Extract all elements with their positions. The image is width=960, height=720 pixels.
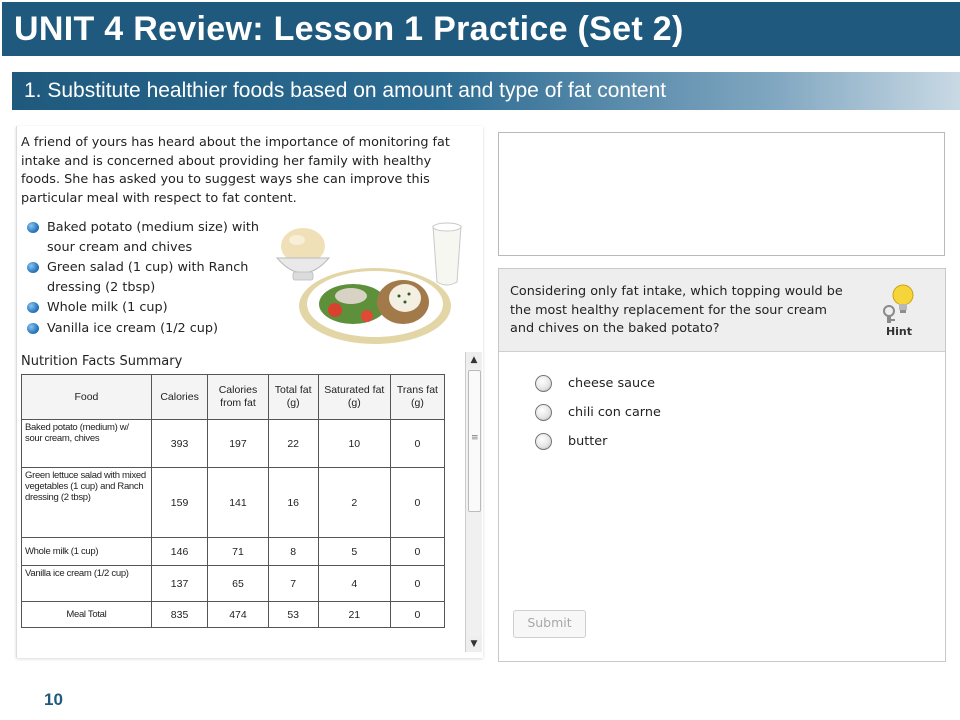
saturated-fat-cell: 21: [318, 602, 390, 628]
column-header: Total fat (g): [268, 375, 318, 420]
table-row: [22, 468, 445, 538]
table-row: [22, 538, 445, 566]
trans-fat-cell: 0: [390, 420, 444, 468]
scenario-text: A friend of yours has heard about the importance of monitoring fat intake and is concerned about providing her family with healthy foods. She has asked you to suggest ways she can improve this particular meal with respect to fat content.: [21, 135, 450, 206]
column-header: Calories: [151, 375, 207, 420]
option-label: butter: [568, 434, 608, 449]
option-label: cheese sauce: [568, 376, 656, 391]
saturated-fat-cell: 10: [318, 420, 390, 468]
slide-subtitle: 1. Substitute healthier foods based on amount and type of fat content: [24, 79, 667, 102]
calories-cell: 146: [151, 538, 207, 566]
page-number: 10: [44, 690, 63, 709]
up-arrow-icon[interactable]: ▲: [466, 352, 482, 368]
food-cell: Vanilla ice cream (1/2 cup): [22, 566, 152, 602]
food-list-item: [27, 298, 267, 318]
food-list: [27, 218, 267, 339]
blue-dot-icon: [27, 222, 39, 233]
calories-cell: 159: [151, 468, 207, 538]
saturated-fat-cell: 5: [318, 538, 390, 566]
table-row: [22, 420, 445, 468]
option-label: chili con carne: [568, 405, 661, 420]
food-item-label: Green salad (1 cup) with Ranch dressing (2 tbsp): [47, 260, 249, 295]
trans-fat-cell: 0: [390, 468, 444, 538]
calories-from-fat-cell: 474: [208, 602, 268, 628]
ice-cream-bowl-image: [277, 228, 329, 280]
response-area: [498, 132, 945, 256]
scrollbar-thumb[interactable]: [468, 370, 481, 512]
calories-from-fat-cell: 197: [208, 420, 268, 468]
slide-title-bar: [0, 0, 960, 60]
table-total-row: [22, 602, 445, 628]
food-cell: Whole milk (1 cup): [22, 538, 152, 566]
radio-button[interactable]: [535, 433, 552, 450]
trans-fat-cell: 0: [390, 538, 444, 566]
question-header: [499, 269, 945, 352]
submit-button[interactable]: Submit: [513, 610, 586, 638]
table-row: [22, 566, 445, 602]
hint-label: Hint: [885, 325, 913, 338]
saturated-fat-cell: 2: [318, 468, 390, 538]
subtitle-bar: [12, 72, 960, 110]
trans-fat-cell: 0: [390, 566, 444, 602]
total-fat-cell: 8: [268, 538, 318, 566]
scenario-panel: [16, 126, 483, 658]
food-list-item: [27, 319, 267, 339]
grip-icon: ≡: [471, 433, 479, 443]
column-header: Food: [22, 375, 152, 420]
question-text: Considering only fat intake, which topping would be the most healthy replacement for the sour cream and chives on the baked potato?: [510, 284, 843, 336]
calories-from-fat-cell: 65: [208, 566, 268, 602]
food-cell: Green lettuce salad with mixed vegetables (1 cup) and Ranch dressing (2 tbsp): [22, 468, 152, 538]
blue-dot-icon: [27, 323, 39, 334]
total-fat-cell: 16: [268, 468, 318, 538]
title-background: [2, 2, 960, 56]
table-scrollbar[interactable]: [465, 352, 482, 652]
blue-dot-icon: [27, 262, 39, 273]
food-item-label: Vanilla ice cream (1/2 cup): [47, 320, 219, 336]
meal-total-label: Meal Total: [22, 602, 152, 628]
answer-option-butter[interactable]: [535, 427, 661, 456]
radio-button[interactable]: [535, 404, 552, 421]
calories-cell: 137: [151, 566, 207, 602]
total-fat-cell: 22: [268, 420, 318, 468]
total-fat-cell: 7: [268, 566, 318, 602]
food-list-item: [27, 218, 267, 257]
food-cell: Baked potato (medium) w/ sour cream, chives: [22, 420, 152, 468]
saturated-fat-cell: 4: [318, 566, 390, 602]
down-arrow-icon[interactable]: ▼: [466, 636, 482, 652]
calories-cell: 835: [151, 602, 207, 628]
question-panel: [498, 268, 946, 662]
nutrition-table-container[interactable]: [21, 374, 445, 632]
table-header-row: [22, 375, 445, 420]
calories-from-fat-cell: 71: [208, 538, 268, 566]
nutrition-facts-table: [21, 374, 445, 628]
total-fat-cell: 53: [268, 602, 318, 628]
hint-button[interactable]: [877, 279, 921, 343]
answer-option-chili-con-carne[interactable]: [535, 398, 661, 427]
calories-cell: 393: [151, 420, 207, 468]
food-list-item: [27, 258, 267, 297]
column-header: Saturated fat (g): [318, 375, 390, 420]
milk-glass-image: [433, 223, 461, 285]
column-header: Trans fat (g): [390, 375, 444, 420]
answer-options: [535, 369, 661, 456]
food-item-label: Baked potato (medium size) with sour cream and chives: [47, 220, 260, 255]
meal-illustration: [265, 218, 465, 348]
column-header: Calories from fat: [208, 375, 268, 420]
calories-from-fat-cell: 141: [208, 468, 268, 538]
blue-dot-icon: [27, 302, 39, 313]
trans-fat-cell: 0: [390, 602, 444, 628]
food-item-label: Whole milk (1 cup): [47, 300, 168, 315]
answer-option-cheese-sauce[interactable]: [535, 369, 661, 398]
dinner-plate-image: [299, 268, 451, 344]
radio-button[interactable]: [535, 375, 552, 392]
slide-title: UNIT 4 Review: Lesson 1 Practice (Set 2): [14, 10, 684, 48]
nutrition-summary-title: Nutrition Facts Summary: [21, 354, 183, 369]
lightbulb-key-icon: [877, 279, 921, 325]
